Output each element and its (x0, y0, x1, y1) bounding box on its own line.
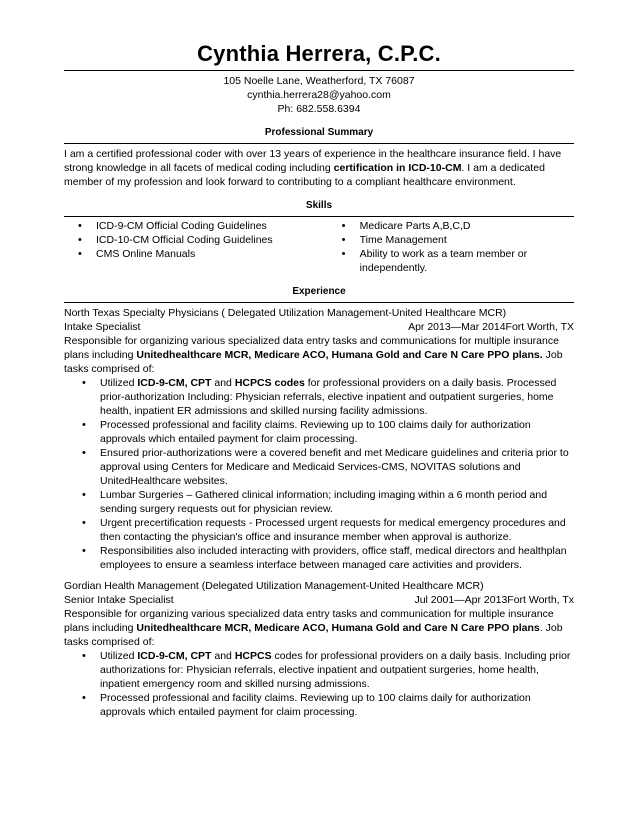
duty-text: for professional providers on a daily basis. Processed prior-authorization Including: Physician referrals, elective inpatient and outpatient surgeries, home health, inpatient ER admissions and skilled nursing facility admissions. (100, 377, 557, 417)
summary-text (64, 147, 574, 189)
job-duties-list (64, 376, 574, 572)
candidate-name: Cynthia Herrera, C.P.C. (197, 41, 441, 66)
skills-list (64, 219, 574, 275)
job-duty-item: • Lumbar Surgeries – Gathered clinical information; including imaging within a 6 month period and sending surgery requests out for physician review. (80, 488, 574, 516)
job-company: North Texas Specialty Physicians ( Delegated Utilization Management-United Healthcare MCR) (64, 307, 507, 319)
job-role-line (64, 593, 574, 607)
job-description (64, 334, 574, 376)
duty-bold: ICD-9-CM, CPT (137, 650, 212, 662)
job-duty-item: • Urgent precertification requests - Processed urgent requests for medical emergency procedures and then contacting the physician's office and insurance member when approval is authorize. (80, 516, 574, 544)
job-role-line (64, 320, 574, 334)
job-duty-item: • Processed professional and facility claims. Reviewing up to 100 claims daily for authorization approvals which entailed payment for claim processing. (80, 691, 574, 719)
job-spacer (64, 572, 574, 576)
job-description-part2: . Job tasks comprised of: (64, 622, 563, 648)
job-duty-item (80, 649, 574, 691)
skill-item: • ICD-10-CM Official Coding Guidelines (76, 233, 340, 247)
summary-text-part2: . I am a dedicated member of my profession and look forward to contributing to a compliant healthcare environment. (64, 162, 545, 188)
duty-bold: HCPCS (234, 650, 272, 662)
duty-text: Utilized (100, 650, 138, 662)
summary-divider (64, 143, 574, 144)
address: 105 Noelle Lane, Weatherford, TX 76087 (223, 75, 415, 87)
header-divider (64, 70, 574, 71)
job-duties-list (64, 649, 574, 719)
skills-divider (64, 216, 574, 217)
skills-heading: Skills (305, 200, 333, 211)
duty-text: Utilized (100, 377, 138, 389)
job-duty-item (80, 376, 574, 418)
job-entry-gordian (64, 579, 574, 719)
job-description-part1: Responsible for organizing various specialized data entry tasks and communications for multiple insurance plans including (64, 335, 559, 361)
skill-item: • Ability to work as a team member or independently. (340, 247, 574, 275)
job-role: Intake Specialist (64, 321, 141, 333)
job-duty-item: • Processed professional and facility claims. Reviewing up to 100 claims daily for authorization approvals which entailed payment for claim processing. (80, 418, 574, 446)
summary-heading: Professional Summary (264, 127, 374, 138)
job-duty-item: • Responsibilities also included interacting with providers, office staff, medical directors and healthplan employees to ensure a seamless interface between managed care activities and providers. (80, 544, 574, 572)
duty-bold: ICD-9-CM, CPT (137, 377, 212, 389)
summary-text-bold: certification in ICD-10-CM (333, 162, 462, 174)
job-role: Senior Intake Specialist (64, 594, 174, 606)
job-description (64, 607, 574, 649)
job-description-bold: Unitedhealthcare MCR, Medicare ACO, Humana Gold and Care N Care PPO plans. (136, 349, 543, 361)
job-dates-location: Apr 2013—Mar 2014Fort Worth, TX (408, 321, 574, 333)
skill-item: • Medicare Parts A,B,C,D (340, 219, 574, 233)
contact-block (64, 74, 574, 116)
duty-text: and (211, 650, 235, 662)
job-description-part1: Responsible for organizing various specialized data entry tasks and communication for multiple insurance plans including (64, 608, 554, 634)
job-description-bold: Unitedhealthcare MCR, Medicare ACO, Humana Gold and Care N Care PPO plans (136, 622, 540, 634)
job-entry-ntsp (64, 306, 574, 572)
summary-text-part1: I am a certified professional coder with over 13 years of experience in the healthcare insurance field. I have strong knowledge in all facets of medical coding including (64, 148, 562, 174)
job-duty-item: • Ensured prior-authorizations were a covered benefit and met Medicare guidelines and criteria prior to approval using Centers for Medicare and Medicaid Services-CMS, NOVITAS solutions and UnitedHealthcare websites. (80, 446, 574, 488)
experience-divider (64, 302, 574, 303)
duty-text: codes for professional providers on a daily basis. Including prior authorizations for: Physician referrals, elective inpatient and outpatient surgeries, home health, inpatient emergency room and skilled nursing admissions. (100, 650, 571, 690)
email[interactable]: cynthia.herrera28@yahoo.com (247, 89, 391, 101)
job-company: Gordian Health Management (Delegated Utilization Management-United Healthcare MCR) (64, 580, 484, 592)
phone: Ph: 682.558.6394 (277, 103, 361, 115)
skills-left-column (64, 219, 340, 275)
experience-heading: Experience (292, 286, 346, 297)
duty-bold: HCPCS codes (234, 377, 305, 389)
skill-item: • Time Management (340, 233, 574, 247)
job-dates-location: Jul 2001—Apr 2013Fort Worth, Tx (414, 594, 574, 606)
skill-item: • ICD-9-CM Official Coding Guidelines (76, 219, 340, 233)
skill-item: • CMS Online Manuals (76, 247, 340, 261)
duty-text: and (211, 377, 235, 389)
skills-right-column (340, 219, 574, 275)
job-description-part2: Job tasks comprised of: (64, 349, 563, 375)
